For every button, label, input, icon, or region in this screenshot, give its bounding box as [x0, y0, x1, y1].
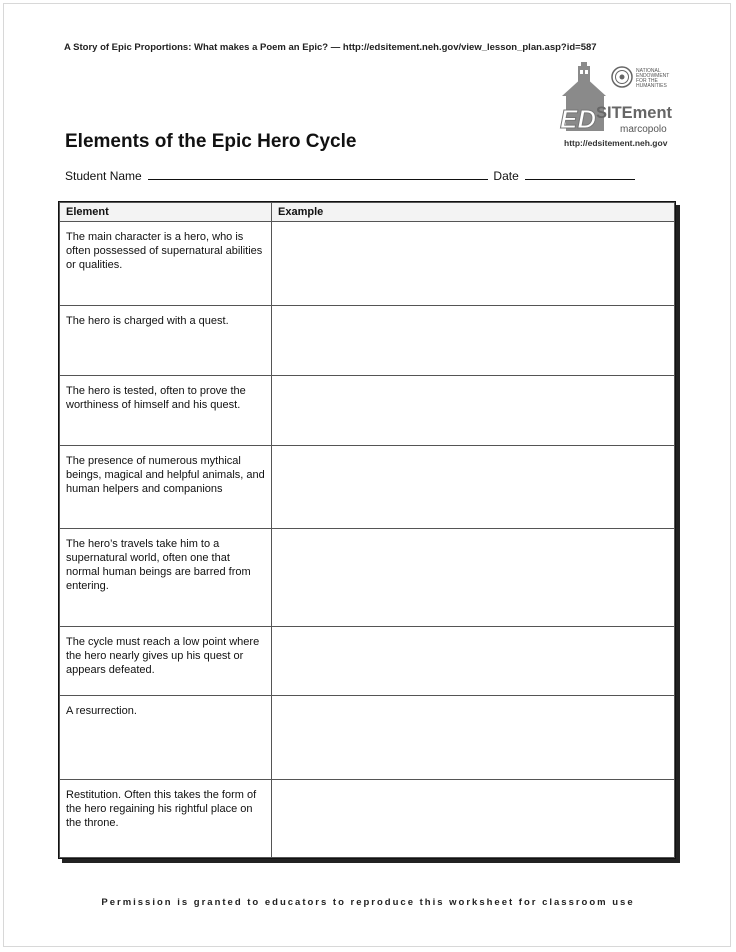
- table-row: [60, 627, 675, 696]
- table-row: [60, 696, 675, 780]
- brand-site: SITEment: [596, 103, 673, 122]
- hero-cycle-table: [59, 202, 675, 858]
- table-row: [60, 780, 675, 858]
- element-cell: Restitution. Often this takes the form of the hero regaining his rightful place on the throne.: [60, 780, 272, 858]
- student-name-label: Student Name: [65, 169, 142, 183]
- header-element: Element: [60, 203, 272, 222]
- element-cell: The hero is tested, often to prove the worthiness of himself and his quest.: [60, 376, 272, 446]
- permission-footer: Permission is granted to educators to reproduce this worksheet for classroom use: [101, 897, 635, 908]
- header-example: Example: [272, 203, 675, 222]
- brand-ed: ED: [560, 104, 597, 134]
- table-row: [60, 222, 675, 306]
- example-cell[interactable]: [272, 446, 675, 529]
- example-cell[interactable]: [272, 222, 675, 306]
- element-cell: The main character is a hero, who is often possessed of supernatural abilities or qualities.: [60, 222, 272, 306]
- logo-url: http://edsitement.neh.gov: [564, 138, 668, 148]
- table-row: [60, 376, 675, 446]
- example-cell[interactable]: [272, 696, 675, 780]
- neh-text-2: ENDOWMENT: [636, 73, 670, 79]
- example-cell[interactable]: [272, 376, 675, 446]
- table-header-row: [60, 203, 675, 222]
- element-cell: The hero is charged with a quest.: [60, 306, 272, 376]
- element-cell: A resurrection.: [60, 696, 272, 780]
- table-row: [60, 446, 675, 529]
- element-cell: The cycle must reach a low point where the hero nearly gives up his quest or appears defeated.: [60, 627, 272, 696]
- date-label: Date: [493, 169, 519, 183]
- neh-text-3: FOR THE: [636, 78, 658, 84]
- edsitement-logo: [558, 62, 678, 148]
- example-cell[interactable]: [272, 306, 675, 376]
- neh-text-1: NATIONAL: [636, 68, 661, 74]
- element-cell: The hero’s travels take him to a supernatural world, often one that normal human beings are barred from entering.: [60, 529, 272, 627]
- student-name-field[interactable]: [148, 168, 488, 180]
- brand-sub: marcopolo: [620, 124, 667, 135]
- example-cell[interactable]: [272, 529, 675, 627]
- table-row: [60, 529, 675, 627]
- hero-cycle-table-wrapper: [58, 201, 676, 859]
- date-field[interactable]: [525, 168, 635, 180]
- student-line: [65, 168, 635, 183]
- table-row: [60, 306, 675, 376]
- page-title: Elements of the Epic Hero Cycle: [65, 131, 357, 152]
- example-cell[interactable]: [272, 627, 675, 696]
- neh-text-4: HUMANITIES: [636, 83, 667, 89]
- source-line: A Story of Epic Proportions: What makes a Poem an Epic? — http://edsitement.neh.gov/view_lesson_plan.asp?id=587: [64, 42, 597, 53]
- example-cell[interactable]: [272, 780, 675, 858]
- element-cell: The presence of numerous mythical beings, magical and helpful animals, and human helpers and companions: [60, 446, 272, 529]
